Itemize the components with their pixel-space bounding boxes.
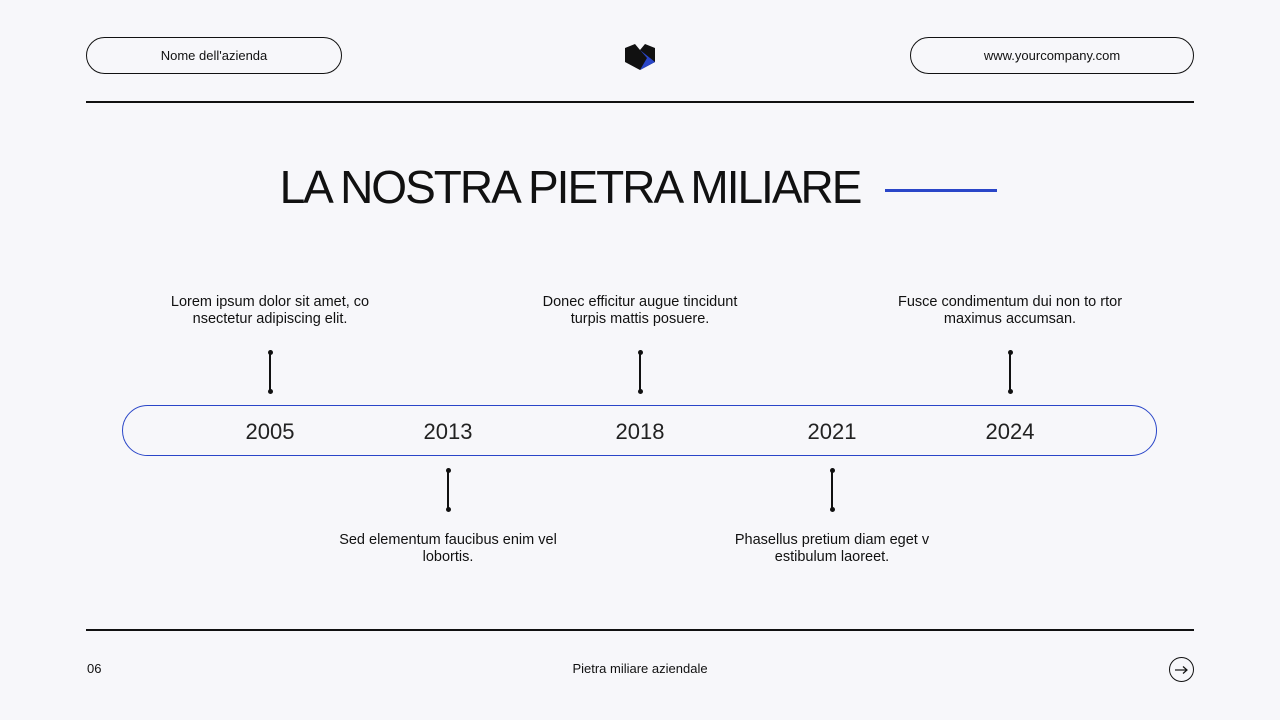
website-pill[interactable] [910, 37, 1194, 74]
milestone-2013-year: 2013 [423, 419, 473, 444]
page-number: 06 [87, 661, 102, 676]
website-link[interactable]: www.yourcompany.com [983, 48, 1121, 63]
header-divider [86, 101, 1194, 103]
milestone-2018-year: 2018 [615, 419, 665, 444]
milestone-2013-description: Sed elementum faucibus enim vel lobortis. [339, 532, 557, 565]
arrow-right-circle-icon [1174, 665, 1189, 675]
milestone-2024-year: 2024 [985, 419, 1035, 444]
footer-divider [86, 629, 1194, 631]
milestone-2021-year: 2021 [807, 419, 857, 444]
milestone-2024-description: Fusce condimentum dui non to rtor maximus accumsan. [897, 294, 1123, 327]
folded-shape-logo-icon [625, 44, 655, 70]
milestone-2005-year: 2005 [245, 419, 295, 444]
page-title: LA NOSTRA PIETRA MILIARE [279, 161, 861, 213]
company-name-pill [86, 37, 342, 74]
milestone-2005-description: Lorem ipsum dolor sit amet, co nsectetur adipiscing elit. [170, 294, 370, 327]
title-accent-line [885, 189, 997, 192]
milestone-2018-connector [639, 352, 641, 391]
next-slide-button[interactable] [1169, 657, 1194, 682]
milestone-2024-connector [1009, 352, 1011, 391]
milestone-2021-description: Phasellus pretium diam eget v estibulum laoreet. [734, 532, 930, 565]
milestone-2021-connector [831, 470, 833, 509]
footer-caption: Pietra miliare aziendale [572, 661, 708, 676]
milestone-2018-description: Donec efficitur augue tincidunt turpis mattis posuere. [542, 294, 738, 327]
milestone-2005-connector [269, 352, 271, 391]
milestone-2013-connector [447, 470, 449, 509]
company-name: Nome dell'azienda [160, 48, 268, 63]
